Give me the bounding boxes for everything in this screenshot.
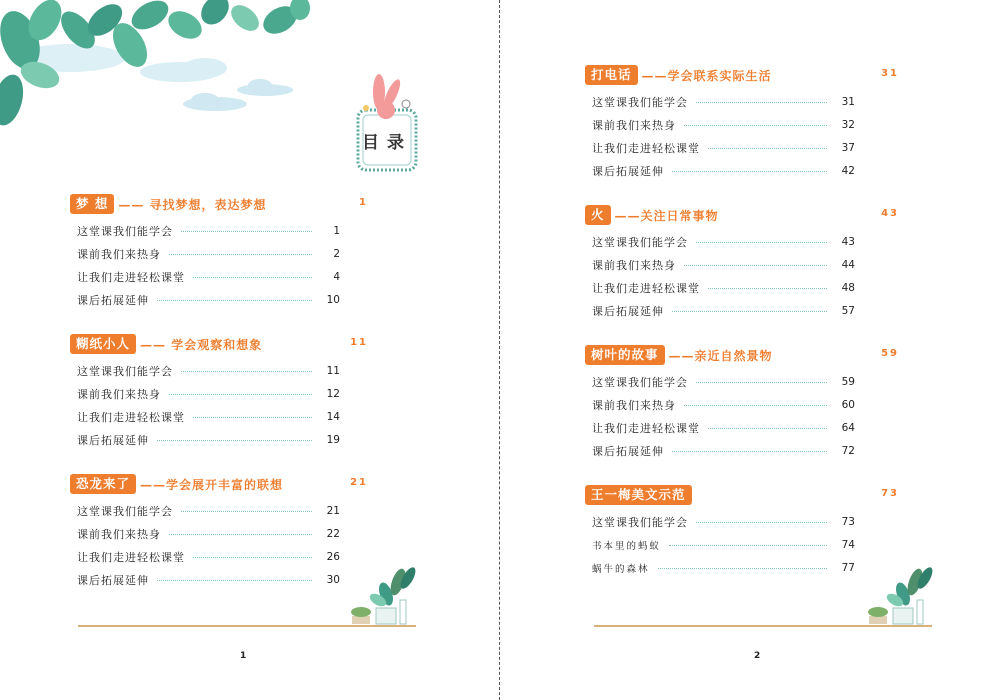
toc-item[interactable]: 课后拓展延伸 72 [592,444,855,458]
toc-item[interactable]: 这堂课我们能学会 31 [592,95,855,109]
toc-item[interactable]: 让我们走进轻松课堂 48 [592,281,855,295]
toc-item[interactable]: 课前我们来热身 22 [77,527,340,541]
page-title: 目录 [362,133,412,153]
toc-item[interactable]: 让我们走进轻松课堂 14 [77,410,340,424]
potted-plant-icon [863,564,933,626]
toc-item[interactable]: 让我们走进轻松课堂 37 [592,141,855,155]
toc-item[interactable]: 让我们走进轻松课堂 26 [77,550,340,564]
chapter-subtitle: ——关注日常事物 [614,208,719,223]
ground-line [594,625,932,627]
toc-item[interactable]: 课后拓展延伸 57 [592,304,855,318]
chapter-fire[interactable] [585,204,899,322]
toc-item[interactable]: 让我们走进轻松课堂 4 [77,270,340,284]
chapter-page-number: 21 [350,477,368,488]
toc-item[interactable]: 这堂课我们能学会 1 [77,224,340,238]
toc-item[interactable]: 让我们走进轻松课堂 64 [592,421,855,435]
chapter-subtitle: ——学会展开丰富的联想 [140,477,284,492]
chapter-leaf-story[interactable] [585,344,899,462]
toc-item[interactable]: 课后拓展延伸 10 [77,293,340,307]
toc-item[interactable]: 书本里的蚂蚁 74 [592,538,855,552]
chapter-subtitle: ——亲近自然景物 [668,348,773,363]
chapter-subtitle: ——学会联系实际生活 [641,68,772,83]
chapter-paper-doll[interactable] [70,333,368,451]
chapter-page-number: 1 [359,197,368,208]
toc-item[interactable]: 课前我们来热身 44 [592,258,855,272]
chapter-badge: 梦 想 [70,194,114,214]
toc-item[interactable]: 这堂课我们能学会 11 [77,364,340,378]
chapter-badge: 打电话 [585,65,638,85]
chapter-badge: 树叶的故事 [585,345,665,365]
chapter-badge: 恐龙来了 [70,474,136,494]
toc-item[interactable]: 这堂课我们能学会 73 [592,515,855,529]
chapter-subtitle: —— 学会观察和想象 [140,337,263,352]
toc-item[interactable]: 这堂课我们能学会 59 [592,375,855,389]
chapter-page-number: 73 [881,488,899,499]
toc-item[interactable]: 课前我们来热身 60 [592,398,855,412]
chapter-page-number: 11 [350,337,368,348]
page-number: 2 [754,651,761,661]
toc-item[interactable]: 课后拓展延伸 30 [77,573,340,587]
toc-item[interactable]: 课前我们来热身 12 [77,387,340,401]
toc-item[interactable]: 课前我们来热身 2 [77,247,340,261]
chapter-badge: 糊纸小人 [70,334,136,354]
chapter-page-number: 59 [881,348,899,359]
chapter-page-number: 31 [881,68,899,79]
toc-item[interactable]: 蜗牛的森林 77 [592,561,855,575]
ground-line [78,625,416,627]
chapter-badge: 王一梅美文示范 [585,485,692,505]
toc-item[interactable]: 课前我们来热身 32 [592,118,855,132]
chapter-badge: 火 [585,205,611,225]
toc-item[interactable]: 这堂课我们能学会 21 [77,504,340,518]
chapter-dinosaur[interactable] [70,473,368,591]
chapter-subtitle: —— 寻找梦想，表达梦想 [118,197,267,212]
right-page [501,0,1000,700]
toc-item[interactable]: 课后拓展延伸 42 [592,164,855,178]
page-number: 1 [240,651,247,661]
chapter-page-number: 43 [881,208,899,219]
rabbit-label-icon [354,64,420,174]
toc-item[interactable]: 这堂课我们能学会 43 [592,235,855,249]
left-page [0,0,499,700]
toc-item[interactable]: 课后拓展延伸 19 [77,433,340,447]
chapter-dream[interactable] [70,193,368,311]
page-divider [499,0,500,700]
chapter-wang-yimei[interactable] [585,484,899,579]
chapter-phone-call[interactable] [585,64,899,182]
leaves-decoration-icon [0,0,330,140]
potted-plant-icon [346,564,416,626]
